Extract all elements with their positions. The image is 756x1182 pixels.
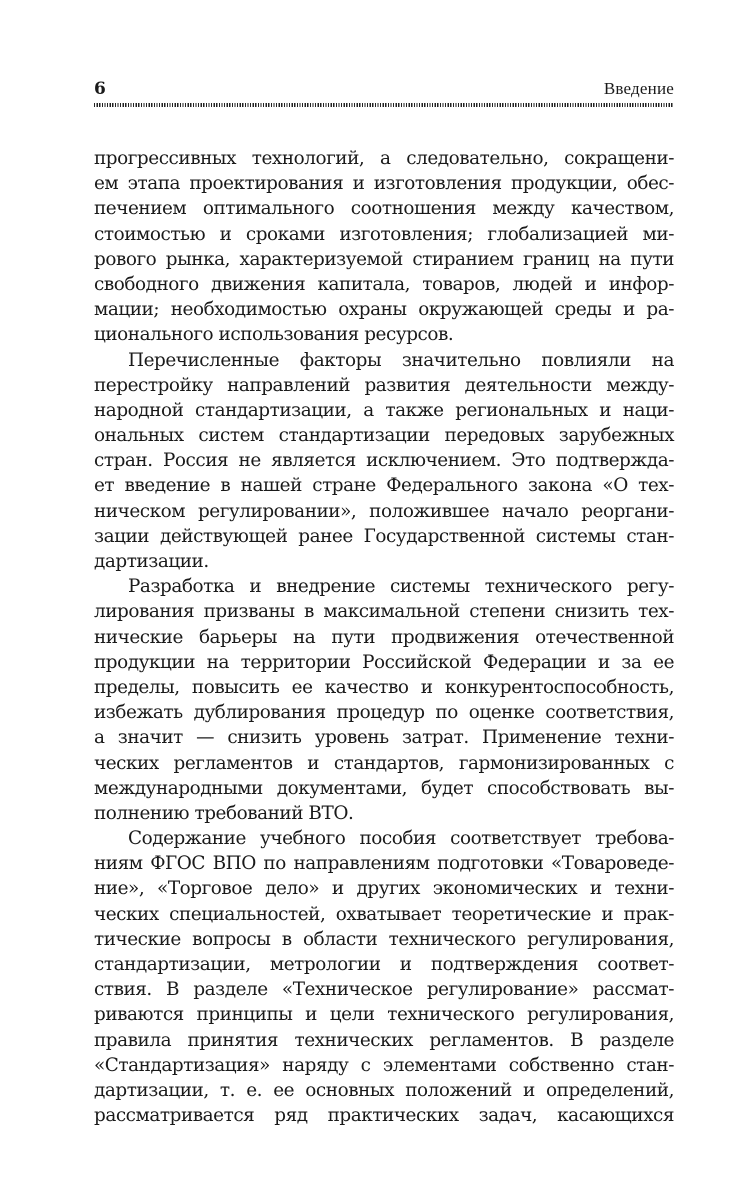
text-line: свободного движения капитала, товаров, людей и инфор- (94, 273, 674, 295)
text-line: тические вопросы в области технического регулирования, (94, 928, 674, 950)
text-line: дартизации, т. е. ее основных положений и определений, (94, 1079, 674, 1101)
text-line: печением оптимального соотношения между качеством, (94, 198, 674, 220)
text-line: рассматривается ряд практических задач, касающихся (94, 1105, 674, 1127)
text-line: стоимостью и сроками изготовления; глобализацией ми- (94, 223, 674, 245)
text-line: нические барьеры на пути продвижения отечественной (94, 626, 674, 648)
text-line: ниям ФГОС ВПО по направлениям подготовки «Товароведе- (94, 853, 674, 875)
text-line: ционального использования ресурсов. (94, 324, 454, 346)
text-line: стандартизации, метрологии и подтверждения соответ- (94, 954, 674, 975)
text-line: ет введение в нашей стране Федерального закона «О тех- (94, 475, 674, 497)
text-line: избежать дублирования процедур по оценке соответствия, (94, 702, 674, 724)
text-line: пределы, повысить ее качество и конкурентоспособность, (94, 676, 674, 698)
text-line: ем этапа проектирования и изготовления продукции, обес- (94, 173, 674, 195)
text-line: «Стандартизация» наряду с элементами собственно стан- (94, 1054, 674, 1076)
text-line: ональных систем стандартизации передовых зарубежных (94, 425, 674, 447)
header-rule (94, 103, 674, 107)
text-line: риваются принципы и цели технического регулирования, (94, 1004, 674, 1026)
paragraph-first-line: Разработка и внедрение системы технического регу- (128, 576, 674, 598)
text-line: прогрессивных технологий, а следовательно, сокращени- (94, 148, 674, 169)
text-line: дартизации. (94, 551, 209, 572)
text-line: а значит — снизить уровень затрат. Применение техни- (94, 727, 674, 749)
text-line: стран. Россия не является исключением. Это подтвержда- (94, 450, 674, 472)
text-line: перестройку направлений развития деятельности между- (94, 374, 674, 396)
text-line: ческих регламентов и стандартов, гармонизированных с (94, 752, 674, 774)
text-line: зации действующей ранее Государственной системы стан- (94, 525, 674, 547)
running-head (94, 78, 674, 102)
page-number: 6 (94, 79, 106, 99)
text-line: полнению требований ВТО. (94, 802, 354, 824)
text-line: правила принятия технических регламентов. В разделе (94, 1029, 674, 1051)
text-line: ческих специальностей, охватывает теоретические и прак- (94, 903, 674, 925)
text-line: народной стандартизации, а также региональных и наци- (94, 399, 674, 421)
paragraph-first-line: Перечисленные факторы значительно повлияли на (128, 349, 674, 371)
text-line: мации; необходимостью охраны окружающей среды и ра- (94, 299, 674, 321)
text-line: продукции на территории Российской Федерации и за ее (94, 651, 674, 673)
running-title: Введение (603, 79, 674, 98)
text-line: международными документами, будет способствовать вы- (94, 777, 674, 799)
body-text (94, 146, 674, 1128)
text-line: лирования призваны в максимальной степени снизить тех- (94, 601, 674, 623)
text-line: рового рынка, характеризуемой стиранием границ на пути (94, 248, 674, 270)
text-line: ствия. В разделе «Техническое регулирование» рассмат- (94, 979, 674, 1001)
text-line: ническом регулировании», положившее начало реоргани- (94, 500, 674, 522)
text-line: ние», «Торговое дело» и других экономических и техни- (94, 878, 674, 900)
paragraph-first-line: Содержание учебного пособия соответствует требова- (128, 828, 674, 850)
